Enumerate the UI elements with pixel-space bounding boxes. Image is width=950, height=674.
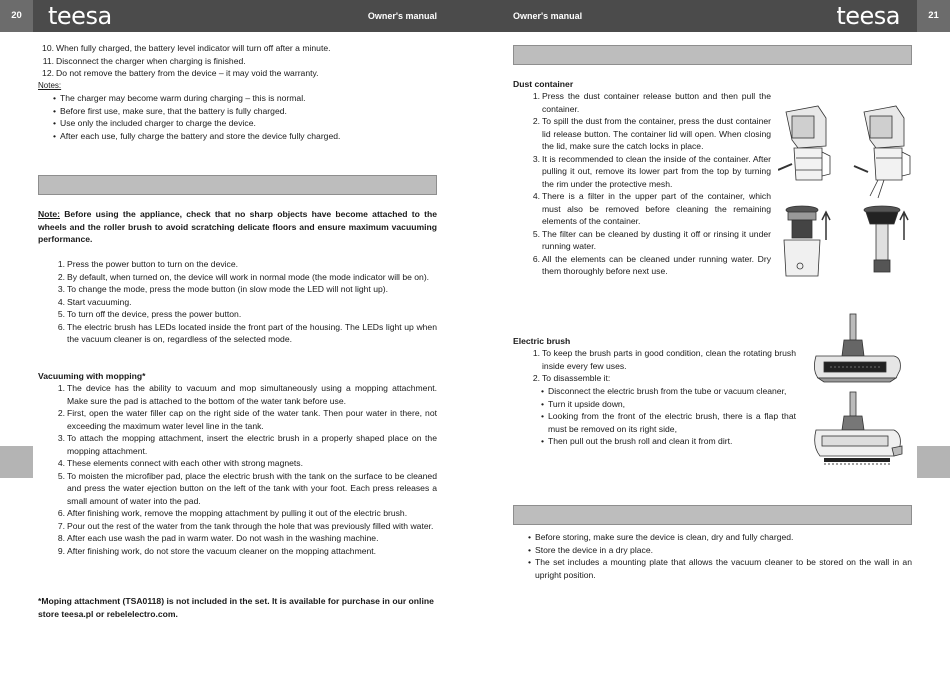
list-item: • Disconnect the electric brush from the tube or vacuum cleaner, (526, 385, 796, 398)
list-item: 5. To turn off the device, press the power button. (57, 309, 242, 319)
list-item: 3. To attach the mopping attachment, insert the electric brush in a properly shaped place on the mopping attachment. (57, 433, 437, 456)
list-item: 2. By default, when turned on, the device will work in normal mode (the mode indicator will be on). (57, 271, 430, 282)
storage-section-bar (513, 505, 912, 525)
dust-container-illustration (778, 100, 914, 280)
list-item: • After each use, fully charge the battery and store the device fully charged. (38, 130, 437, 143)
dust-container-steps (513, 90, 771, 278)
storage-list (513, 531, 912, 581)
right-page-header (475, 0, 950, 32)
list-item: • Before first use, make sure, that the battery is fully charged. (38, 105, 437, 118)
electric-brush-illustration (810, 312, 906, 474)
brand-logo-left: teesa (48, 2, 112, 30)
list-item: 1. Press the power button to turn on the device. (57, 259, 239, 269)
accessory-footnote: *Moping attachment (TSA0118) is not included in the set. It is available for purchase in our online store teesa.pl or rebelelectro.com. (38, 596, 434, 619)
list-item: 7. Pour out the rest of the water from the tank through the hole that was previously filled with water. (57, 520, 434, 531)
list-item: 6. After finishing work, remove the mopping attachment by pulling it out of the electric brush. (57, 508, 408, 518)
list-item: 8. After each use wash the pad in warm water. Do not wash in the washing machine. (57, 533, 379, 543)
left-page-header (0, 0, 475, 32)
list-item: • The charger may become warm during charging – this is normal. (38, 92, 437, 105)
list-item: 5. The filter can be cleaned by dusting it off or rinsing it under running water. (532, 228, 771, 251)
list-item: 10. When fully charged, the battery level indicator will turn off after a minute. (42, 43, 331, 53)
list-item: 4. These elements connect with each other with strong magnets. (57, 458, 303, 468)
right-edge-tab (917, 446, 950, 478)
list-item: 6. All the elements can be cleaned under running water. Dry them thoroughly before next use. (532, 253, 771, 276)
list-item: 12. Do not remove the battery from the device – it may void the warranty. (42, 68, 319, 78)
brand-logo-right: teesa (836, 2, 900, 30)
safety-note: Note: Before using the appliance, check that no sharp objects have become attached to the wheels and the roller brush to avoid scratching delicate floors and ensure maximum vacuuming performance. (38, 209, 437, 244)
list-item: 2. First, open the water filler cap on the right side of the water tank. Then pour water in there, not exceeding the maximum water level line in the tank. (57, 408, 437, 431)
list-item: • Before storing, make sure the device is clean, dry and fully charged. (513, 531, 912, 544)
list-item: • Looking from the front of the electric brush, there is a flap that must be removed on its right side, (526, 410, 796, 435)
battery-steps-list (27, 42, 437, 80)
notes-label: Notes: (38, 81, 62, 90)
list-item: 3. It is recommended to clean the inside of the container. After pulling it out, remove its lower part from the top by turning the rim under the protective mesh. (532, 153, 771, 189)
mopping-heading: Vacuuming with mopping* (38, 371, 146, 381)
list-item: • Then pull out the brush roll and clean it from dirt. (526, 435, 796, 448)
list-item: 2. To spill the dust from the container, press the dust container lid release button. The container lid will open. When closing the lid, make sure the catch locks in place. (532, 116, 771, 151)
right-page-number: 21 (917, 0, 950, 32)
left-page-number: 20 (0, 0, 33, 32)
list-item: 6. The electric brush has LEDs located inside the front part of the housing. The LEDs light up when the vacuum cleaner is on, regardless of the selected mode. (57, 321, 437, 344)
list-item: 1. Press the dust container release button and then pull the container. (532, 91, 771, 114)
list-item: 11. Disconnect the charger when charging is finished. (42, 55, 246, 66)
electric-brush-heading: Electric brush (513, 336, 571, 346)
list-item: • Turn it upside down, (526, 398, 796, 411)
mopping-steps-list (38, 382, 437, 557)
electric-brush-steps (513, 347, 796, 385)
left-edge-tab (0, 446, 33, 478)
list-item: 2. To disassemble it: (532, 373, 611, 383)
maintenance-section-bar (513, 45, 912, 65)
left-header-title: Owner's manual (367, 11, 437, 21)
list-item: • Store the device in a dry place. (513, 544, 912, 557)
right-header-title: Owner's manual (513, 11, 583, 21)
brush-disassembly-list (526, 385, 796, 448)
list-item: 5. To moisten the microfiber pad, place the electric brush with the tank on the surface to be cleaned and press the water ejection button on the left of the tank with your foot. Each press releases a small amount of water into the pad. (57, 470, 437, 506)
list-item: 9. After finishing work, do not store the vacuum cleaner on the mopping attachment. (57, 545, 377, 556)
list-item: • Use only the included charger to charge the device. (38, 117, 437, 130)
list-item: 4. There is a filter in the upper part of the container, which must also be removed before cleaning the remaining elements of the container. (532, 191, 771, 226)
left-section-bar (38, 175, 437, 195)
list-item: • The set includes a mounting plate that allows the vacuum cleaner to be stored on the wall in an upright position. (513, 556, 912, 581)
list-item: 1. To keep the brush parts in good condition, clean the rotating brush inside every few uses. (532, 348, 796, 371)
list-item: 1. The device has the ability to vacuum and mop simultaneously using a mopping attachment. Make sure the pad is attached to the bottom of the water tank before use. (57, 383, 437, 406)
list-item: 4. Start vacuuming. (57, 296, 132, 307)
notes-list (38, 92, 437, 142)
operation-steps-list (38, 258, 437, 346)
dust-container-heading: Dust container (513, 79, 574, 89)
list-item: 3. To change the mode, press the mode button (in slow mode the LED will not light up). (57, 284, 389, 294)
